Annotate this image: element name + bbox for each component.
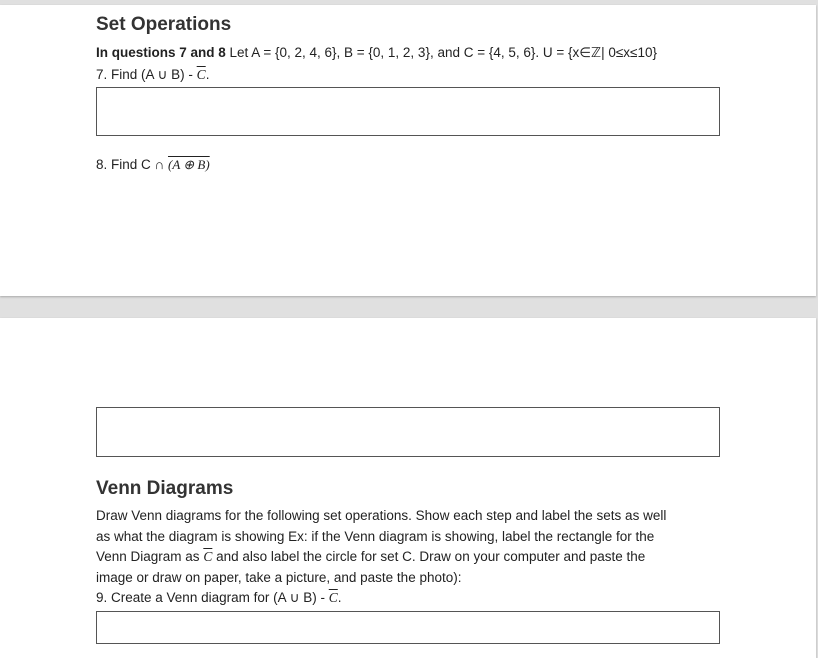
intro-line bbox=[96, 43, 657, 64]
document-page-2 bbox=[0, 318, 816, 658]
question-7-text: 7. Find (A ∪ B) - bbox=[96, 67, 197, 82]
instructions-line-3: Venn Diagram as $\overline{C}$ and also label the circle for set C. Draw on your computer and paste the bbox=[96, 549, 646, 564]
question-7-suffix: . bbox=[205, 67, 210, 82]
question-7 bbox=[96, 65, 209, 86]
intro-text: Let A = {0, 2, 4, 6}, B = {0, 1, 2, 3}, and C = {4, 5, 6}. U = {x∈ℤ| 0≤x≤10} bbox=[225, 45, 657, 60]
c-complement-symbol: $\overline{C}$ bbox=[196, 67, 206, 82]
instructions-line-2: as what the diagram is showing Ex: if the Venn diagram is showing, label the rectangle for the bbox=[96, 528, 655, 544]
section-heading-venn-diagrams: Venn Diagrams bbox=[96, 478, 234, 499]
answer-box-7[interactable] bbox=[96, 87, 720, 136]
document-page-1 bbox=[0, 5, 816, 296]
instructions-line-1: Draw Venn diagrams for the following set operations. Show each step and label the sets as well bbox=[96, 508, 667, 523]
symmetric-difference-expression: (A ⊕ B) bbox=[167, 157, 210, 172]
question-8 bbox=[96, 155, 210, 176]
instructions-line-4: image or draw on paper, take a picture, and paste the photo): bbox=[96, 569, 462, 585]
answer-box-9[interactable] bbox=[96, 611, 720, 644]
venn-instructions bbox=[96, 506, 666, 609]
c-complement-symbol: $\overline{C}$ bbox=[203, 549, 213, 564]
question-8-text: 8. Find C ∩ bbox=[96, 157, 168, 172]
question-9: 9. Create a Venn diagram for (A ∪ $B) - \overline{C}$. bbox=[96, 590, 342, 605]
intro-bold: In questions 7 and 8 bbox=[96, 45, 226, 60]
c-complement-symbol: $\overline{C}$ bbox=[328, 590, 338, 605]
answer-box-8[interactable] bbox=[96, 407, 720, 457]
section-heading-set-operations: Set Operations bbox=[96, 14, 232, 35]
